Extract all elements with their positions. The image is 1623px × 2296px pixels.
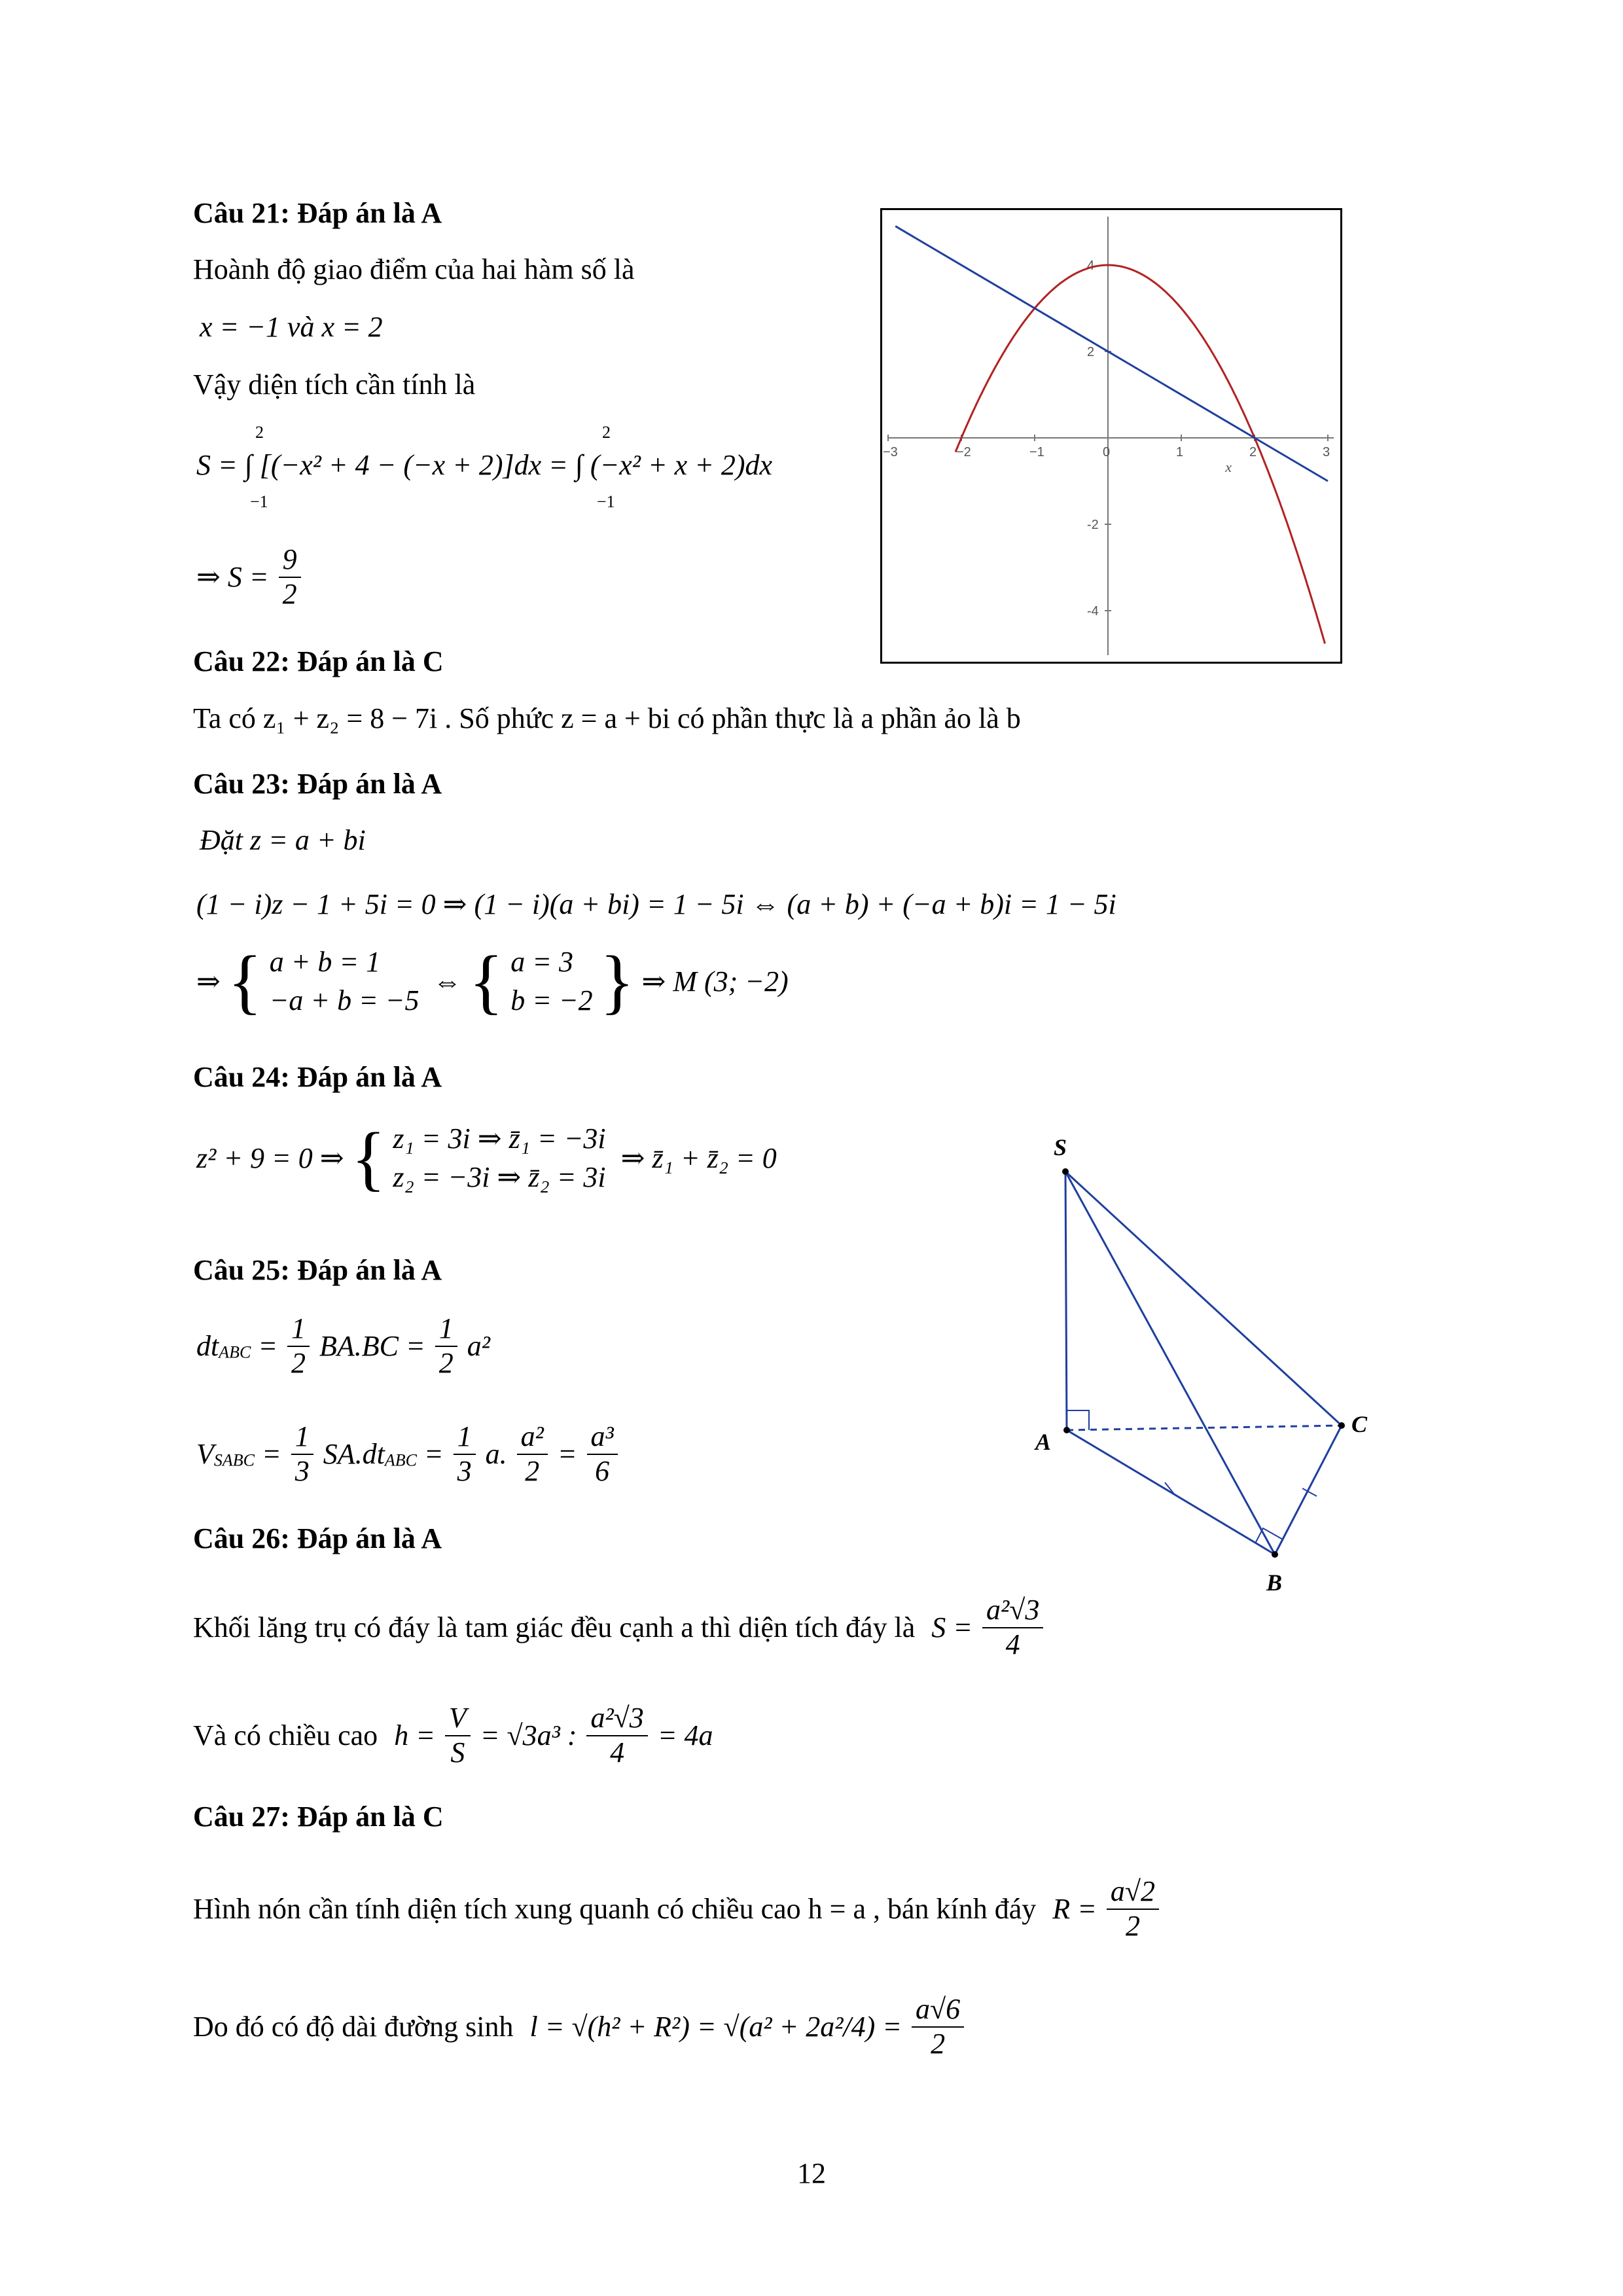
q26-heading: Câu 26: Đáp án là A: [193, 1522, 442, 1554]
q25-heading: Câu 25: Đáp án là A: [193, 1254, 442, 1286]
y-tick-label: -2: [1087, 518, 1099, 532]
q21-lower-1: −1: [250, 492, 268, 511]
point-A: [1063, 1427, 1070, 1433]
y-tick-label: -4: [1087, 604, 1099, 619]
q26-line2: Và có chiều cao h = $\frac{V}{S}$ = √3a³ : $\frac{\text{a²√3}}{4}$ = 4a: [193, 1702, 713, 1768]
q26-line1: Khối lăng trụ có đáy là tam giác đều cạnh a thì diện tích đáy là S = $\frac{\text{a²√3}}{4}$: [193, 1594, 1046, 1661]
q23-line2: (1 − i)z − 1 + 5i = 0 ⇒ (1 − i)(a + bi) = 1 − 5i ⇔ (a + b) + (−a + b)i = 1 − 5i: [196, 888, 1116, 920]
q23-line1: Đặt z = a + bi: [200, 824, 366, 856]
q24-lhs: z² + 9 = 0 ⇒: [196, 1141, 344, 1174]
edge-AB: [1067, 1430, 1275, 1554]
q27-line1: Hình nón cần tính diện tích xung quanh có chiều cao h = a , bán kính đáy R = $\frac{a√2}{2}$: [193, 1875, 1162, 1943]
pyramid-figure: [1021, 1132, 1387, 1604]
y-tick-label: 2: [1087, 345, 1095, 359]
q24-tail: ⇒ z̄₁ + z̄₂ = 0: [620, 1141, 777, 1174]
edge-SC: [1065, 1172, 1342, 1426]
q22-heading: Câu 22: Đáp án là C: [193, 645, 444, 677]
q24-equation: [196, 1119, 777, 1197]
y-tick-label: 4: [1087, 259, 1095, 273]
point-S: [1062, 1168, 1069, 1175]
q21-line2: x = −1 và x = 2: [200, 311, 383, 343]
q21-line3: Vậy diện tích cần tính là: [193, 368, 476, 401]
function-graph: [882, 210, 1340, 662]
edge-SB: [1065, 1172, 1275, 1554]
q23-equiv: ⇔: [433, 965, 462, 997]
q23-tail: ⇒ M (3; −2): [641, 965, 789, 997]
x-tick-label: 3: [1323, 445, 1330, 459]
q21-integral: S = ∫ [(−x² + 4 − (−x + 2)]dx = ∫ (−x² + x + 2)dx: [196, 449, 773, 481]
point-B: [1272, 1551, 1278, 1558]
point-C: [1338, 1422, 1345, 1429]
label-A: A: [1035, 1429, 1052, 1455]
q25-dt: $dt_{ABC}$ = $\frac{1}{2}$ BA.BC = $\frac{1}{2}$ a²: [196, 1312, 490, 1379]
q27-heading: Câu 27: Đáp án là C: [193, 1801, 444, 1833]
q23-heading: Câu 23: Đáp án là A: [193, 768, 442, 800]
q21-line1: Hoành độ giao điểm của hai hàm số là: [193, 253, 635, 285]
q23-arrow: ⇒: [196, 965, 221, 997]
q25-volume: $V_{SABC}$ = $\frac{1}{3}$ $SA.dt_{ABC}$ = $\frac{1}{3}$ a. $\frac{\text{a²}}{2}$ = $\frac{\text{a³}}{6}$: [196, 1420, 620, 1488]
q22-line: Ta có z₁ + z₂ = 8 − 7i . Số phức z = a + bi có phần thực là a phần ảo là b: [193, 702, 1021, 734]
x-tick-label: 0: [1103, 445, 1111, 459]
label-S: S: [1054, 1134, 1067, 1160]
q21-result-frac: $\frac{9}{2}$: [279, 543, 301, 611]
right-brace-2: }: [599, 941, 635, 1022]
edge-BC: [1275, 1426, 1342, 1554]
q21-lower-2: −1: [597, 492, 615, 511]
label-B: B: [1266, 1570, 1283, 1596]
left-brace-1: {: [227, 941, 262, 1022]
label-C: C: [1351, 1411, 1368, 1437]
q24-system: z₁ = 3i ⇒ z̄₁ = −3i z₂ = −3i ⇒ z̄₂ = 3i: [393, 1122, 606, 1194]
x-tick-label: −3: [883, 445, 898, 459]
right-angle-B: [1255, 1528, 1283, 1543]
q23-system-1: a + b = 1 −a + b = −5: [269, 946, 419, 1017]
left-brace-2: {: [469, 941, 504, 1022]
x-axis-label: x: [1225, 459, 1232, 475]
x-tick-label: 1: [1176, 445, 1184, 459]
q24-heading: Câu 24: Đáp án là A: [193, 1061, 442, 1093]
graph-frame: [880, 208, 1342, 664]
right-angle-A: [1067, 1410, 1089, 1430]
edge-SA: [1065, 1172, 1067, 1430]
q21-result: [196, 543, 304, 611]
q21-result-lhs: ⇒ S =: [196, 561, 269, 594]
q27-line2: Do đó có độ dài đường sinh l = √(h² + R²) = √(a² + 2a²/4) = $\frac{a√6}{2}$: [193, 1993, 967, 2060]
left-brace-3: {: [351, 1118, 386, 1198]
q21-upper-2: 2: [602, 423, 611, 442]
x-tick-label: 2: [1249, 445, 1257, 459]
page-number: 12: [797, 2157, 826, 2189]
x-tick-label: −2: [956, 445, 971, 459]
q21-heading: Câu 21: Đáp án là A: [193, 197, 442, 229]
q23-system-2: a = 3 b = −2: [510, 946, 593, 1017]
q21-upper-1: 2: [255, 423, 264, 442]
x-tick-label: −1: [1029, 445, 1044, 459]
q23-systems: [196, 942, 789, 1020]
parabola-curve: [955, 265, 1325, 643]
